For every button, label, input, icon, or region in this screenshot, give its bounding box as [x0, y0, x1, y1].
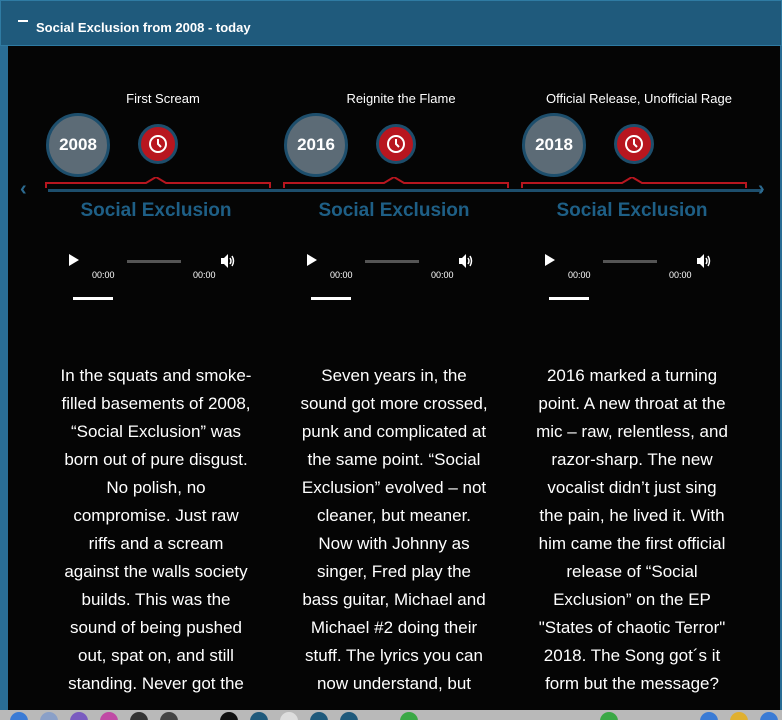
story-line: stuff. The lyrics you can: [305, 646, 483, 665]
bracket-divider: [45, 177, 271, 189]
progress-underline: [549, 297, 589, 300]
dock-bar: [0, 710, 782, 720]
next-arrow-icon[interactable]: ›: [758, 178, 765, 200]
panel-border-left: [0, 46, 8, 720]
dock-app-icon[interactable]: [400, 712, 418, 720]
story-line: now understand, but: [316, 674, 472, 693]
story-line: compromise. Just raw: [73, 506, 239, 525]
story-line: form but the message?: [545, 674, 719, 693]
dock-app-icon[interactable]: [340, 712, 358, 720]
prev-arrow-icon[interactable]: ‹: [20, 178, 27, 200]
story-line: sound of being pushed: [69, 618, 243, 637]
dock-app-icon[interactable]: [40, 712, 58, 720]
dock-app-icon[interactable]: [310, 712, 328, 720]
dock-app-icon[interactable]: [600, 712, 618, 720]
collapse-icon[interactable]: [18, 20, 28, 22]
story-paragraph: [56, 362, 256, 698]
story-line: Exclusion” on the EP: [553, 590, 711, 609]
seek-bar[interactable]: [365, 260, 419, 263]
song-title: Social Exclusion: [556, 200, 708, 221]
story-line: Michael #2 doing their: [310, 618, 478, 637]
dock-app-icon[interactable]: [280, 712, 298, 720]
story-line: him came the first official: [538, 534, 726, 553]
story-line: 2018. The Song got´s it: [543, 646, 721, 665]
story-line: Seven years in, the: [321, 366, 467, 385]
panel-content: [8, 46, 780, 710]
year-badge[interactable]: 2008: [46, 113, 110, 177]
dock-app-icon[interactable]: [700, 712, 718, 720]
volume-icon[interactable]: [696, 253, 712, 269]
dock-app-icon[interactable]: [100, 712, 118, 720]
audio-player: [69, 250, 249, 290]
story-line: sound got more crossed,: [300, 394, 488, 413]
audio-player: [545, 250, 725, 290]
clock-icon[interactable]: [614, 124, 654, 164]
bracket-divider: [283, 177, 509, 189]
year-badge[interactable]: 2018: [522, 113, 586, 177]
timeline-item-label: First Scream: [126, 91, 200, 106]
total-time: 00:00: [669, 270, 692, 280]
seek-bar[interactable]: [127, 260, 181, 263]
story-line: the pain, he lived it. With: [539, 506, 725, 525]
story-line: No polish, no: [106, 478, 206, 497]
story-line: Now with Johnny as: [318, 534, 470, 553]
clock-icon[interactable]: [138, 124, 178, 164]
story-paragraph: [294, 362, 494, 698]
dock-app-icon[interactable]: [130, 712, 148, 720]
timeline-item-2018: [519, 0, 759, 720]
dock-app-icon[interactable]: [10, 712, 28, 720]
story-line: Exclusion” evolved – not: [301, 478, 487, 497]
current-time: 00:00: [92, 270, 115, 280]
story-line: “Social Exclusion” was: [70, 422, 242, 441]
volume-icon[interactable]: [458, 253, 474, 269]
story-line: punk and complicated at: [301, 422, 487, 441]
story-line: "States of chaotic Terror": [538, 618, 726, 637]
progress-underline: [73, 297, 113, 300]
total-time: 00:00: [431, 270, 454, 280]
timeline-item-2008: [43, 0, 283, 720]
story-line: the same point. “Social: [307, 450, 481, 469]
audio-player: [307, 250, 487, 290]
play-icon[interactable]: [69, 254, 79, 266]
story-line: release of “Social: [566, 562, 698, 581]
dock-app-icon[interactable]: [730, 712, 748, 720]
story-line: point. A new throat at the: [538, 394, 726, 413]
timeline-item-2016: [281, 0, 521, 720]
story-line: vocalist didn’t just sing: [547, 478, 717, 497]
story-line: riffs and a scream: [88, 534, 224, 553]
story-line: out, spat on, and still: [78, 646, 234, 665]
dock-app-icon[interactable]: [160, 712, 178, 720]
current-time: 00:00: [330, 270, 353, 280]
story-line: In the squats and smoke-: [60, 366, 252, 385]
current-time: 00:00: [568, 270, 591, 280]
dock-app-icon[interactable]: [220, 712, 238, 720]
story-line: razor-sharp. The new: [551, 450, 713, 469]
year-badge[interactable]: 2016: [284, 113, 348, 177]
story-line: cleaner, but meaner.: [316, 506, 472, 525]
song-title: Social Exclusion: [80, 200, 232, 221]
story-line: builds. This was the: [81, 590, 231, 609]
bracket-divider: [521, 177, 747, 189]
story-line: mic – raw, relentless, and: [536, 422, 728, 441]
story-paragraph: [532, 362, 732, 698]
story-line: born out of pure disgust.: [64, 450, 248, 469]
story-line: standing. Never got the: [68, 674, 244, 693]
story-line: against the walls society: [64, 562, 248, 581]
story-line: 2016 marked a turning: [546, 366, 718, 385]
dock-app-icon[interactable]: [70, 712, 88, 720]
dock-app-icon[interactable]: [760, 712, 778, 720]
play-icon[interactable]: [545, 254, 555, 266]
story-line: filled basements of 2008,: [61, 394, 251, 413]
seek-bar[interactable]: [603, 260, 657, 263]
song-title: Social Exclusion: [318, 200, 470, 221]
story-line: singer, Fred play the: [316, 562, 472, 581]
timeline-item-label: Official Release, Unofficial Rage: [546, 91, 732, 106]
volume-icon[interactable]: [220, 253, 236, 269]
timeline-item-label: Reignite the Flame: [346, 91, 456, 106]
dock-app-icon[interactable]: [250, 712, 268, 720]
panel-title: Social Exclusion from 2008 - today: [36, 20, 251, 35]
play-icon[interactable]: [307, 254, 317, 266]
story-line: bass guitar, Michael and: [302, 590, 486, 609]
total-time: 00:00: [193, 270, 216, 280]
progress-underline: [311, 297, 351, 300]
clock-icon[interactable]: [376, 124, 416, 164]
